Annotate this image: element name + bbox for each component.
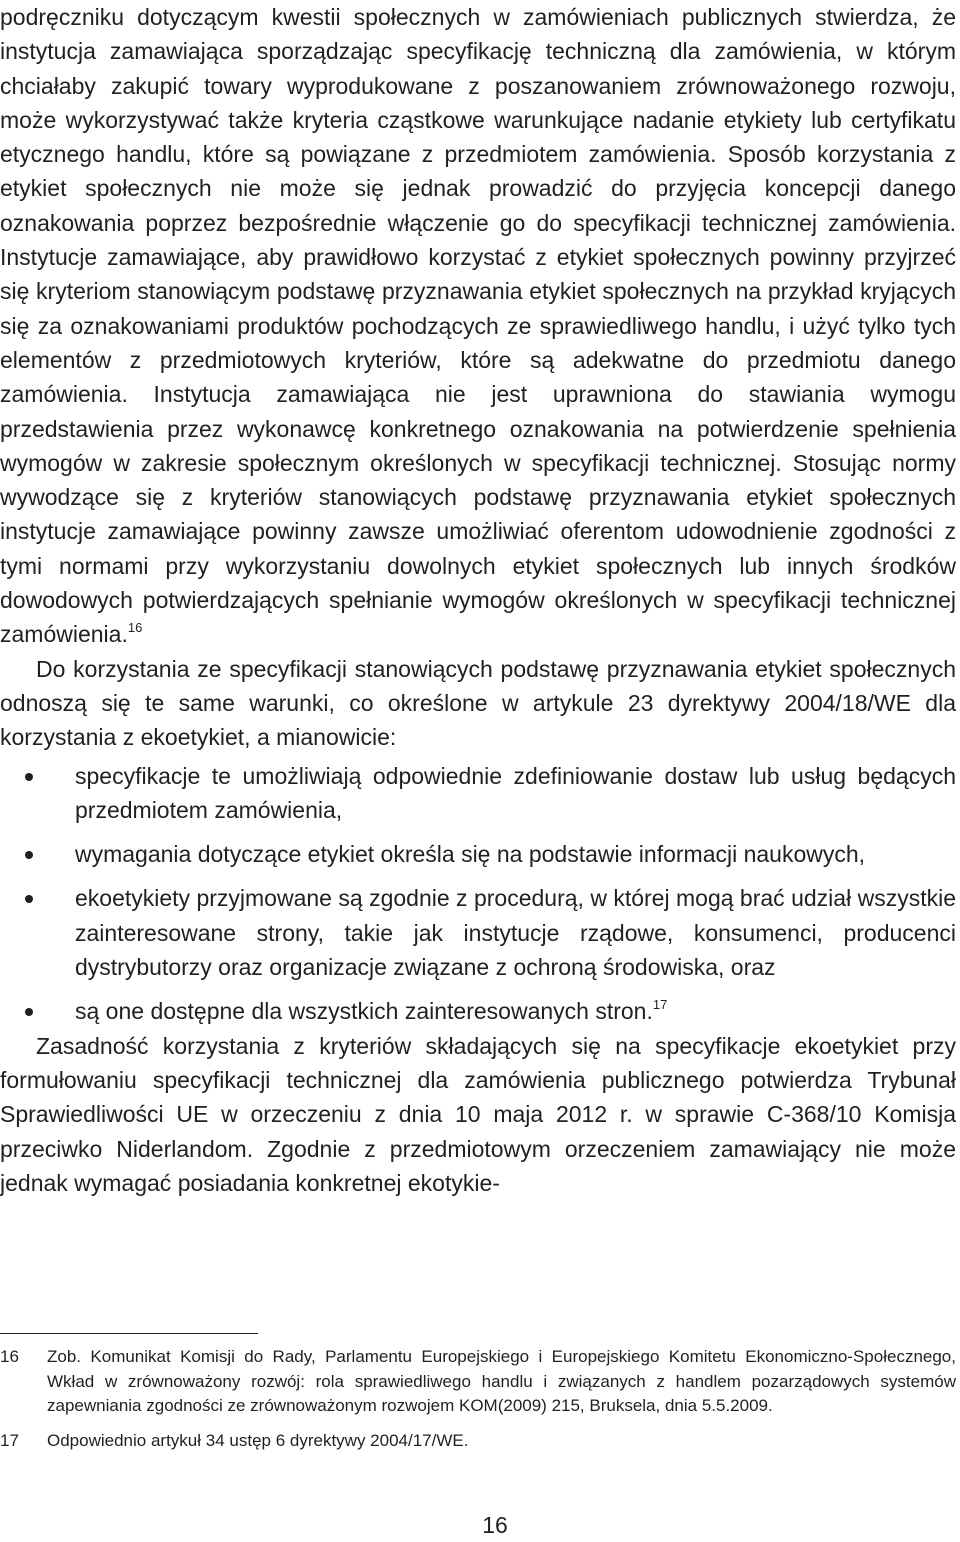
footnote-ref-16[interactable]: 16 [127,619,143,635]
footnote-17 [0,1429,956,1454]
footnote-text: Odpowiednio artykuł 34 ustęp 6 dyrektywy 2004/17/WE. [47,1430,469,1450]
bullet-icon [25,1008,33,1016]
list-item-text: specyfikacje te umożliwiają odpowiednie zdefiniowanie dostaw lub usług będących przedmiotem zamówienia, [75,762,956,823]
footnotes [0,1345,956,1453]
bullet-icon [25,851,33,859]
paragraph-3: Zasadność korzystania z kryteriów składających się na specyfikacje ekoetykiet przy formułowaniu specyfikacji technicznej dla zamówienia publicznego potwierdza Trybunał Sprawiedliwości UE w orzeczeniu z dnia 10 maja 2012 r. w sprawie C-368/10 Komisja przeciwko Niderlandom. Zgodnie z przedmiotowym orzeczeniem zamawiający nie może jednak wymagać posiadania konkretnej ekotykie- [0,1032,956,1196]
footnote-text: Zob. Komunikat Komisji do Rady, Parlamentu Europejskiego i Europejskiego Komitetu Ekonomiczno-Społecznego, Wkład w zrównoważony rozwój: rola sprawiedliwego handlu i związanych z handlem pozarządowych systemów zapewniania zgodności ze zrównoważonym rozwojem KOM(2009) 215, Bruksela, dnia 5.5.2009. [47,1347,956,1415]
list-item [0,881,956,984]
list-item-text: ekoetykiety przyjmowane są zgodnie z procedurą, w której mogą brać udział wszystkie zainteresowane strony, takie jak instytucje rządowe, konsumenci, producenci dystrybutorzy oraz organizacje związane z ochroną środowiska, oraz [75,885,956,981]
footnote-number: 17 [0,1430,19,1450]
list-item [0,994,956,1028]
paragraph-1-text: podręczniku dotyczącym kwestii społecznych w zamówieniach publicznych stwierdza, że instytucja zamawiająca sporządzając specyfikację techniczną dla zamówienia, w którym chciałaby zakupić towary wyprodukowane z poszanowaniem zrównoważonego rozwoju, może wykorzystywać także kryteria cząstkowe warunkujące nadanie etykiety lub certyfikatu etycznego handlu, które są powiązane z przedmiotem zamówienia. Sposób korzystania z etykiet społecznych nie może się jednak prowadzić do przyjęcia koncepcji danego oznakowania poprzez bezpośrednie włączenie go do specyfikacji technicznej zamówienia. Instytucje zamawiające, aby prawidłowo korzystać z etykiet społecznych powinny przyjrzeć się kryteriom stanowiącym podstawę przyznawania etykiet społecznych na przykład kryjących się za oznakowaniami produktów pochodzących ze sprawiedliwego handlu, i użyć tylko tych elementów z przedmiotowych kryteriów, które są adekwatne do przedmiotu danego zamówienia. Instytucja zamawiająca nie jest uprawniona do stawiania wymogu przedstawienia przez wykonawcę konkretnego oznakowania na potwierdzenie spełnienia wymogów w zakresie społecznym określonych w specyfikacji technicznej. Stosując normy wywodzące się z kryteriów stanowiących podstawę przyznawania etykiet społecznych instytucje zamawiające powinny zawsze umożliwiać oferentom udowodnienie zgodności z tymi normami przy wykorzystaniu dowolnych etykiet społecznych lub innych środków dowodowych potwierdzających spełnianie wymogów określonych w specyfikacji technicznej zamówienia. [0,4,956,648]
bullet-icon [25,895,33,903]
footnote-ref-17[interactable]: 17 [652,996,668,1012]
page-number: 16 [482,1512,508,1538]
bullet-list [0,759,956,1029]
list-item [0,837,956,871]
list-item [0,759,956,828]
bullet-icon [25,773,33,781]
footnote-divider [0,1333,258,1334]
list-item-text: są one dostępne dla wszystkich zainteresowanych stron. [75,998,653,1025]
footnote-number: 16 [0,1347,19,1366]
list-item-text: wymagania dotyczące etykiet określa się na podstawie informacji naukowych, [75,841,866,868]
paragraph-2: Do korzystania ze specyfikacji stanowiących podstawę przyznawania etykiet społecznych odnoszą się te same warunki, co określone w artykule 23 dyrektywy 2004/18/WE dla korzystania z ekoetykiet, a mianowicie: [0,655,956,751]
paragraph-1 [0,0,956,652]
footnote-16 [0,1345,956,1419]
